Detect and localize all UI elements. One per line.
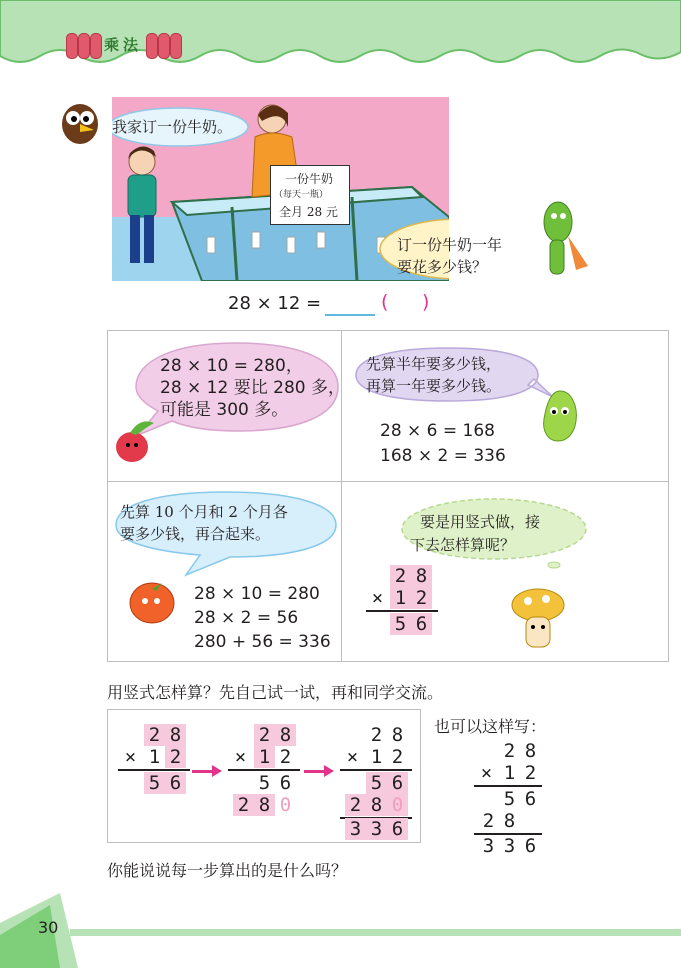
s3-partial-digit-2: 6	[387, 772, 408, 794]
panel-1-line-1: 28 × 10 = 280，	[160, 356, 303, 376]
boy-speech-text: 我家订一份牛奶。	[112, 118, 233, 136]
alt-vertical-calc	[470, 740, 550, 860]
s1-times-sign: ×	[124, 746, 137, 768]
answer-blank	[325, 314, 375, 316]
price-sign	[270, 165, 350, 225]
alt-label: 也可以这样写：	[434, 717, 547, 736]
s3-total-digit-2: 3	[366, 818, 387, 840]
s3-total-digit-3: 6	[387, 818, 408, 840]
panel-1-line-3: 可能是 300 多。	[160, 400, 289, 420]
alt-times-sign: ×	[480, 762, 493, 784]
alt-bottom-digit-1: 1	[503, 762, 516, 784]
radish-icon	[110, 415, 160, 465]
s3-rule	[340, 769, 412, 771]
arrow-icon	[304, 770, 326, 773]
panel-3-calc-2: 28 × 2 = 56	[194, 608, 299, 628]
p4-partial-digit-2: 6	[411, 613, 432, 635]
alt-partial-digit-1: 5	[503, 788, 516, 810]
s1-bottom-digit-1: 1	[148, 746, 161, 768]
s2-partial-digit-2: 6	[279, 772, 292, 794]
p4-bottom-digit-2: 2	[411, 587, 432, 609]
s3-partial-digit-1: 5	[366, 772, 387, 794]
s3-partial2-digit-2: 8	[366, 794, 387, 816]
s3-partial2-digit-1: 2	[345, 794, 366, 816]
s2-bottom-digit-2: 2	[279, 746, 292, 768]
section-label: 乘法	[104, 36, 143, 54]
question-line-2: 要花多少钱？	[397, 258, 488, 276]
s2-rule	[228, 769, 300, 771]
prompt-vertical-method: 用竖式怎样算？先自己试一试，再和同学交流。	[107, 683, 444, 702]
panel-2-calc-2: 168 × 2 = 336	[380, 446, 506, 466]
panel-1-line-2: 28 × 12 要比 280 多，	[160, 378, 345, 398]
s2-partial2-digit-1: 2	[233, 794, 254, 816]
question-line-1: 订一份牛奶一年	[397, 236, 503, 254]
panel-2-calc-1: 28 × 6 = 168	[380, 421, 495, 441]
s3-times-sign: ×	[346, 746, 359, 768]
sign-line-1: 一份牛奶	[285, 172, 334, 186]
p4-top-digit-2: 8	[411, 565, 432, 587]
p4-partial-digit-1: 5	[390, 613, 411, 635]
s3-top-digit-1: 2	[370, 724, 383, 746]
prompt-explain-steps: 你能说说每一步算出的是什么吗？	[107, 861, 348, 880]
s2-top-digit-1: 2	[254, 724, 275, 746]
s1-top-digit-1: 2	[144, 724, 165, 746]
sign-line-2: （每天一瓶）	[274, 190, 329, 200]
pear-mascot-icon	[536, 385, 584, 445]
steps-box	[107, 709, 421, 843]
s2-bottom-digit-1: 1	[254, 746, 275, 768]
footer-band	[0, 893, 681, 968]
method-panel-grid	[107, 330, 669, 662]
s2-partial-digit-1: 5	[258, 772, 271, 794]
s1-top-digit-2: 8	[165, 724, 186, 746]
tomato-mascot-icon	[120, 571, 188, 631]
s3-top-digit-2: 8	[391, 724, 404, 746]
panel-4-bubble-line-1: 要是用竖式做，接	[420, 513, 541, 531]
alt-total-digit-2: 3	[503, 835, 516, 857]
owl-mascot-icon	[56, 96, 104, 146]
alt-partial2-digit-2: 8	[503, 810, 516, 832]
s2-top-digit-2: 8	[275, 724, 296, 746]
panel-2-bubble-line-2: 再算一年要多少钱。	[366, 377, 502, 395]
s1-bottom-digit-2: 2	[165, 746, 186, 768]
s3-total-digit-1: 3	[345, 818, 366, 840]
sign-line-3: 全月 28 元	[279, 205, 338, 219]
s1-partial-digit-2: 6	[165, 772, 186, 794]
equation-text: 28 × 12 =	[228, 293, 322, 314]
s3-partial2-digit-3: 0	[387, 794, 408, 816]
s2-partial2-digit-3: 0	[279, 794, 292, 816]
alt-rule	[474, 785, 542, 787]
alt-partial-digit-2: 6	[524, 788, 537, 810]
p4-top-digit-1: 2	[390, 565, 411, 587]
panel-3-calc-1: 28 × 10 = 280	[194, 584, 320, 604]
alt-total-digit-1: 3	[482, 835, 495, 857]
alt-bottom-digit-2: 2	[524, 762, 537, 784]
p4-bottom-digit-1: 1	[390, 587, 411, 609]
panel-3-calc-3: 280 + 56 = 336	[194, 632, 331, 652]
panel-3-bubble-line-1: 先算 10 个月和 2 个月各	[120, 503, 288, 521]
unit-paren-close: )	[422, 291, 430, 313]
pepper-mascot-icon	[536, 196, 592, 286]
s2-partial2-digit-2: 8	[254, 794, 275, 816]
p4-rule	[366, 610, 438, 612]
s3-bottom-digit-2: 2	[391, 746, 404, 768]
panel-4-bubble-line-2: 下去怎样算呢？	[410, 536, 516, 554]
s3-bottom-digit-1: 1	[370, 746, 383, 768]
s2-times-sign: ×	[234, 746, 247, 768]
s1-rule	[118, 769, 190, 771]
unit-paren-open: (	[381, 291, 389, 313]
alt-total-digit-3: 6	[524, 835, 537, 857]
panel-2-bubble-line-1: 先算半年要多少钱，	[366, 355, 502, 373]
alt-top-digit-2: 8	[524, 740, 537, 762]
s1-partial-digit-1: 5	[144, 772, 165, 794]
alt-partial2-digit-1: 2	[482, 810, 495, 832]
mushroom-mascot-icon	[508, 583, 568, 657]
page-number: 30	[38, 918, 59, 937]
alt-top-digit-1: 2	[503, 740, 516, 762]
p4-times-sign: ×	[371, 587, 384, 609]
arrow-icon	[192, 770, 214, 773]
panel-3-bubble-line-2: 要多少钱，再合起来。	[120, 525, 271, 543]
